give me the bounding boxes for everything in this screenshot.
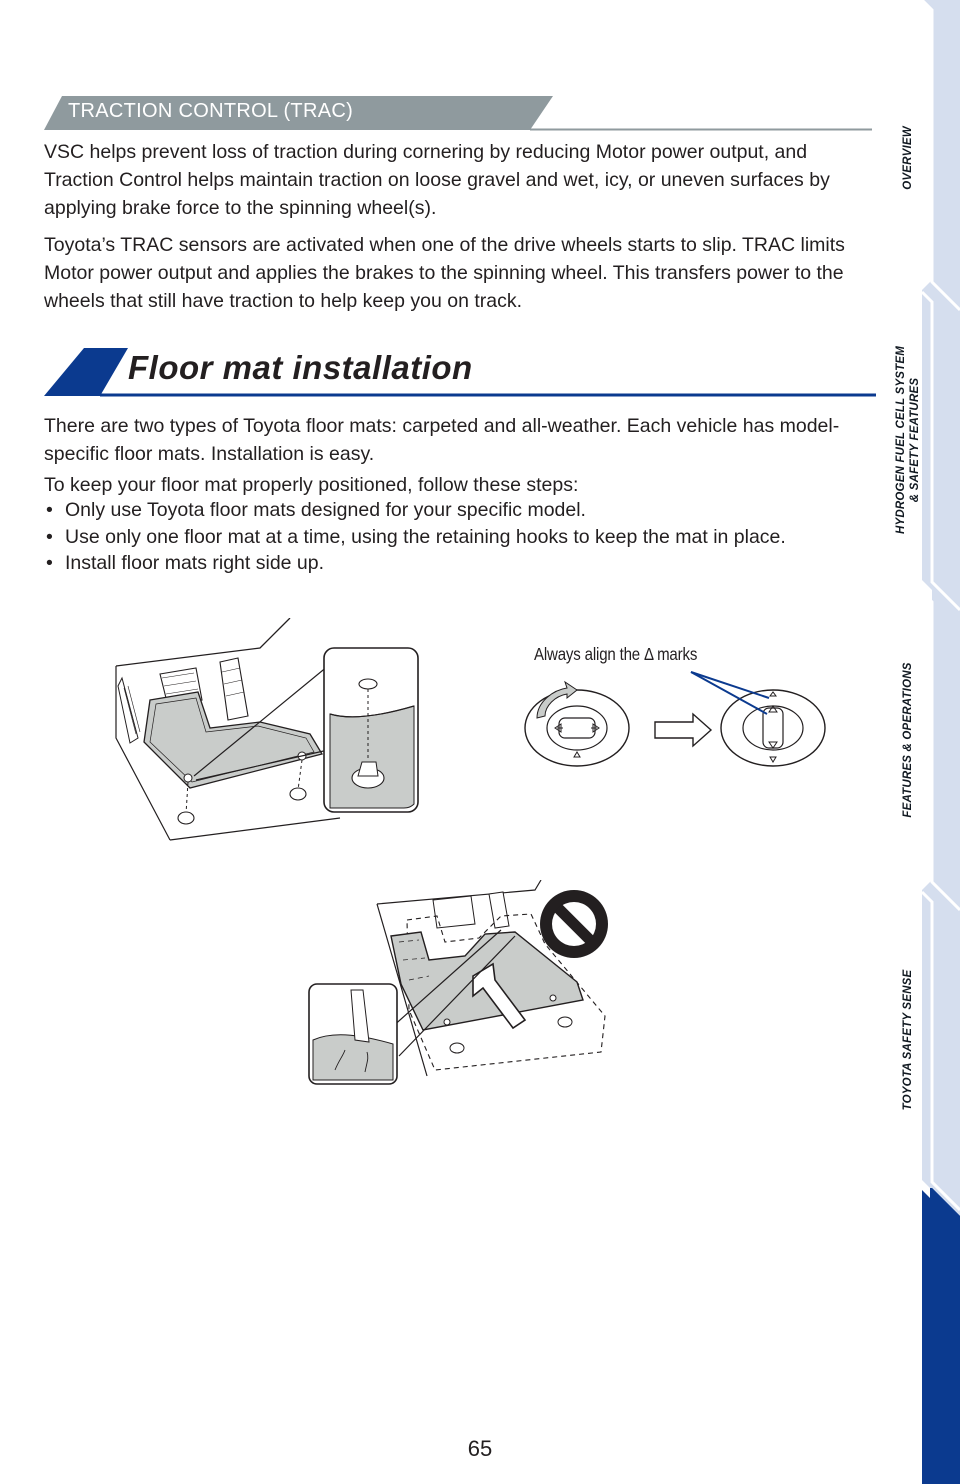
tab-hydrogen-label-line2: & SAFETY FEATURES	[909, 377, 921, 503]
align-marks-illustration	[515, 660, 845, 780]
subsection-title: TRACTION CONTROL (TRAC)	[68, 100, 354, 122]
floor-mat-intro: There are two types of Toyota floor mats: carpeted and all-weather. Each vehicle has model-specific floor mats. Installation is easy.	[44, 415, 840, 465]
section-title: Floor mat installation	[128, 349, 473, 386]
align-marks-callout: Always align the Δ marks	[534, 644, 698, 664]
side-tab-strip	[872, 0, 960, 1484]
page-number: 65	[467, 1436, 493, 1461]
floor-mat-hook-illustration	[110, 618, 430, 848]
floor-mat-steps-list	[44, 497, 864, 577]
tab-features-label: FEATURES & OPERATIONS	[902, 662, 914, 818]
list-item: • Use only one floor mat at a time, using the retaining hooks to keep the mat in place.	[44, 524, 864, 551]
list-item: • Only use Toyota floor mats designed for your specific model.	[44, 497, 864, 524]
list-item: • Install floor mats right side up.	[44, 550, 864, 577]
tab-overview-label: OVERVIEW	[902, 126, 914, 190]
tab-safety-emergency-label: SAFETY & EMERGENCY FEATURES	[902, 1238, 914, 1442]
prohibited-icon	[536, 886, 612, 962]
tab-tss-label: TOYOTA SAFETY SENSE	[902, 969, 914, 1111]
traction-paragraph-1: VSC helps prevent loss of traction during cornering by reducing Motor power output, and Traction Control helps maintain traction on loose gravel and wet, icy, or uneven surfaces by applying brake force to the spinning wheel(s).	[44, 141, 830, 219]
traction-paragraph-2: Toyota’s TRAC sensors are activated when one of the drive wheels starts to slip. TRAC limits Motor power output and applies the brakes to the spinning wheel. This transfers power to the wheels that still have traction to help keep you on track.	[44, 234, 845, 312]
tab-hydrogen-label-line1: HYDROGEN FUEL CELL SYSTEM	[895, 346, 907, 534]
floor-mat-steps-intro: To keep your floor mat properly positioned, follow these steps:	[44, 474, 579, 496]
